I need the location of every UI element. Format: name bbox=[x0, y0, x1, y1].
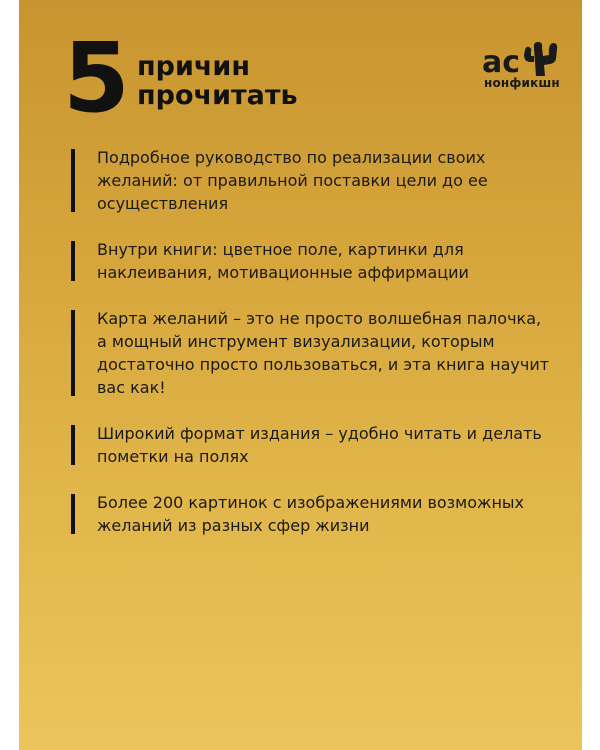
reason-item bbox=[71, 422, 551, 468]
bullet-bar bbox=[71, 310, 75, 396]
bullet-bar bbox=[71, 241, 75, 281]
title-line-1: причин bbox=[137, 51, 251, 82]
reason-count: 5 bbox=[63, 22, 128, 134]
bullet-bar bbox=[71, 149, 75, 212]
reason-text: Карта желаний – это не просто волшебная палочка, а мощный инструмент визуализации, которым достаточно просто пользоваться, и эта книга научит вас как! bbox=[97, 309, 550, 397]
title-line-2: прочитать bbox=[137, 80, 298, 111]
reason-item bbox=[71, 491, 551, 537]
cactus-icon bbox=[524, 42, 557, 76]
reason-text: Более 200 картинок с изображениями возможных желаний из разных сфер жизни bbox=[97, 493, 524, 535]
promo-card bbox=[19, 0, 582, 750]
reason-text: Широкий формат издания – удобно читать и делать пометки на полях bbox=[97, 424, 542, 466]
logo-subtitle: нонфикшн bbox=[484, 76, 560, 90]
reason-item bbox=[71, 307, 551, 399]
page-title bbox=[137, 52, 298, 110]
reason-text: Внутри книги: цветное поле, картинки для наклеивания, мотивационные аффирмации bbox=[97, 240, 469, 282]
reason-item bbox=[71, 146, 551, 215]
reason-item bbox=[71, 238, 551, 284]
reasons-list bbox=[71, 146, 551, 560]
bullet-bar bbox=[71, 494, 75, 534]
reason-text: Подробное руководство по реализации своих желаний: от правильной поставки цели до ее осуществления bbox=[97, 148, 488, 213]
logo-letters: ас bbox=[482, 45, 521, 80]
bullet-bar bbox=[71, 425, 75, 465]
